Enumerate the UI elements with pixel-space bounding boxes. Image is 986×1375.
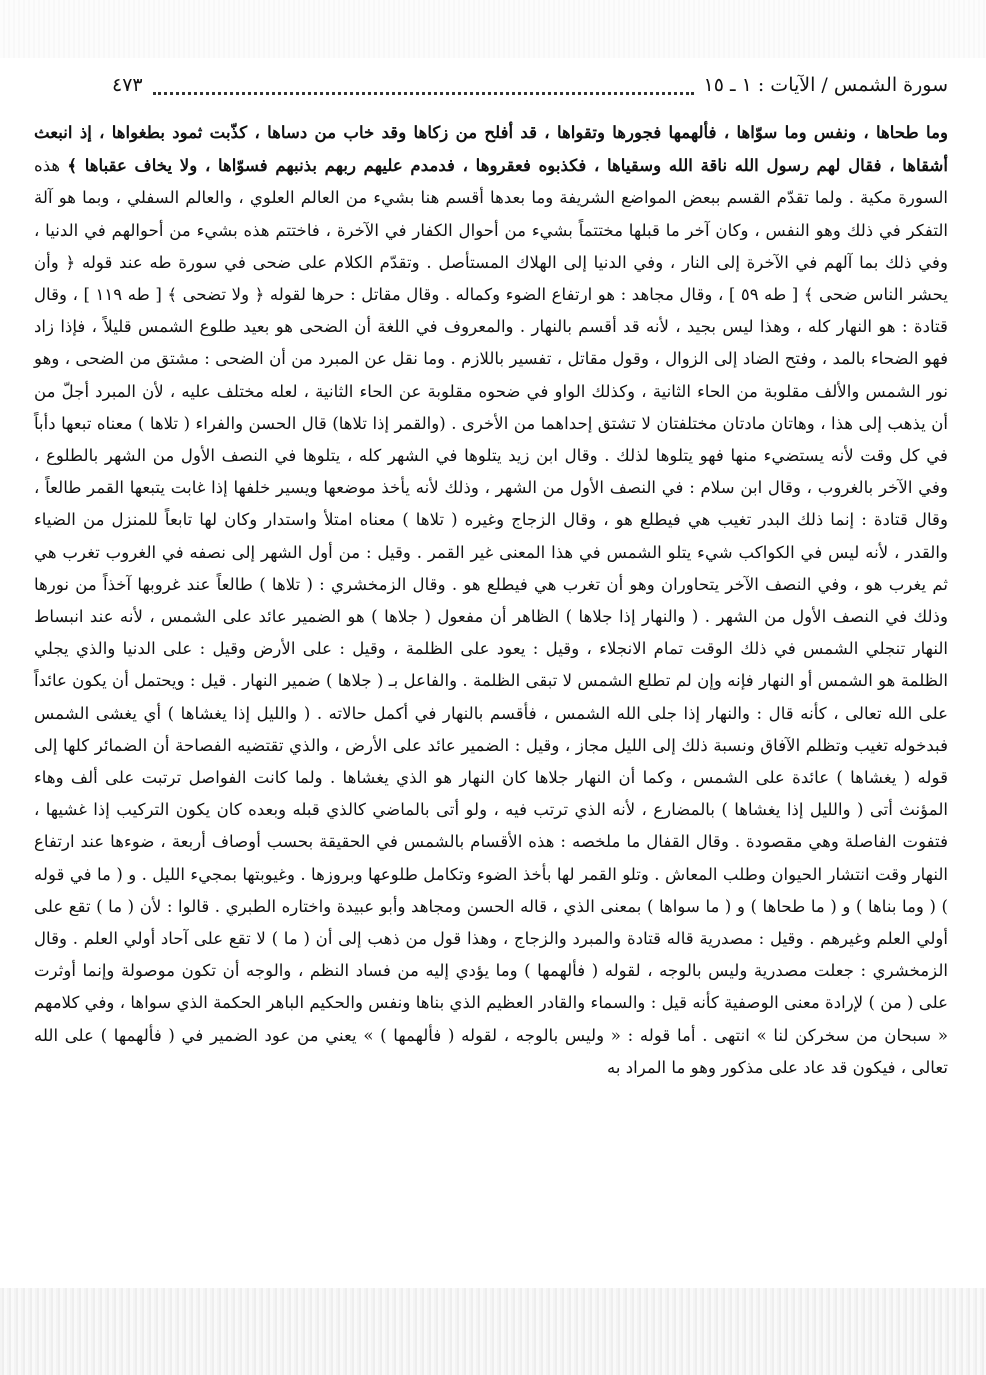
tafsir-paragraph [34,116,948,1084]
surah-title: سورة الشمس / الآيات : ١ ـ ١٥ [703,74,948,96]
page-header [112,68,948,102]
page-number: ٤٧٣ [112,74,143,96]
page-body [34,116,948,1084]
quran-verses: وما طحاها ، ونفس وما سوّاها ، فألهمها فجورها وتقواها ، قد أفلح من زكاها وقد خاب من دساها ، كذّبت ثمود بطغواها ، إذ انبعث أشقاها ، فقال لهم رسول الله ناقة الله وسقياها ، فكذبوه فعقروها ، فدمدم عليهم ربهم بذنبهم فسوّاها ، ولا يخاف عقباها ﴾ [34,122,948,176]
header-dot-leader [153,88,694,95]
scan-noise-bottom [0,1288,986,1375]
commentary-text: هذه السورة مكية . ولما تقدّم القسم ببعض المواضع الشريفة وما بعدها أقسم هنا بشيء من العالم العلوي ، والعالم السفلي ، وبما هو آلة التفكر في ذلك وهو النفس ، وكان آخر ما قبلها مختتماً بشيء من أحوال الكفار في الآخرة ، فاختتم هذه بشيء من أحوالهم في الدنيا ، وفي ذلك بما آلهم في الآخرة إلى النار ، وفي الدنيا إلى الهلاك المستأصل . وتقدّم الكلام على ضحى في سورة طه عند قوله ﴿ وأن يحشر الناس ضحى ﴾ [ طه ٥٩ ] ، وقال مجاهد : هو ارتفاع الضوء وكماله . وقال مقاتل : حرها لقوله ﴿ ولا تضحى ﴾ [ طه ١١٩ ] ، وقال قتادة : هو النهار كله ، وهذا ليس بجيد ، لأنه قد أقسم بالنهار . والمعروف في اللغة أن الضحى هو بعيد طلوع الشمس قليلاً ، فإذا زاد فهو الضحاء بالمد ، وفتح الضاد إلى الزوال ، وقول مقاتل ، تفسير باللازم . وما نقل عن المبرد من أن الضحى : مشتق من الضحى ، وهو نور الشمس والألف مقلوبة من الحاء الثانية ، وكذلك الواو في ضحوه مقلوبة عن الحاء الثانية ، لعله مختلف عليه ، لأن المبرد أجلّ من أن يذهب إلى هذا ، وهاتان مادتان مختلفتان لا تشتق إحداهما من الأخرى . (والقمر إذا تلاها) قال الحسن والفراء ( تلاها ) معناه تبعها دأباً في كل وقت لأنه يستضيء منها فهو يتلوها لذلك . وقال ابن زيد يتلوها في الشهر كله ، يتلوها في النصف الأول من الشهر بالطلوع ، وفي الآخر بالغروب ، وقال ابن سلام : في النصف الأول من الشهر ، وذلك لأنه يأخذ موضعها ويسير خلفها إذا غابت يتبعها القمر طالعاً ، وقال قتادة : إنما ذلك البدر تغيب هي فيطلع هو ، وقال الزجاج وغيره ( تلاها ) معناه امتلأ واستدار وكان لها تابعاً للمنزل من الضياء والقدر ، لأنه ليس في الكواكب شيء يتلو الشمس في هذا المعنى غير القمر . وقيل : من أول الشهر إلى نصفه في الغروب تغرب هي ثم يغرب هو ، وفي النصف الآخر يتحاوران وهو أن تغرب هي فيطلع هو . وقال الزمخشري : ( تلاها ) طالعاً عند غروبها آخذاً من نورها وذلك في النصف الأول من الشهر . ( والنهار إذا جلاها ) الظاهر أن مفعول ( جلاها ) هو الضمير عائد على الشمس ، لأنه عند انبساط النهار تنجلي الشمس في ذلك الوقت تمام الانجلاء ، وقيل : يعود على الظلمة ، وقيل : على الأرض وقيل : على الدنيا والذي يجلي الظلمة هو الشمس أو النهار فإنه وإن لم تطلع الشمس لا تبقى الظلمة . والفاعل بـ ( جلاها ) ضمير النهار . قيل : ويحتمل أن يكون عائداً على الله تعالى ، كأنه قال : والنهار إذا جلى الله الشمس ، فأقسم بالنهار في أكمل حالاته . ( والليل إذا يغشاها ) أي يغشى الشمس فبدخوله تغيب وتظلم الآفاق ونسبة ذلك إلى الليل مجاز ، وقيل : الضمير عائد على الأرض ، والذي تقتضيه الفصاحة أن الضمائر كلها إلى قوله ( يغشاها ) عائدة على الشمس ، وكما أن النهار جلاها كان النهار هو الذي يغشاها . ولما كانت الفواصل ترتبت على ألف وهاء المؤنث أتى ( والليل إذا يغشاها ) بالمضارع ، لأنه الذي ترتب فيه ، ولو أتى بالماضي كالذي قبله وبعده كان يكون التركيب إذا غشيها ، فتفوت الفاصلة وهي مقصودة . وقال القفال ما ملخصه : هذه الأقسام بالشمس في الحقيقة بحسب أوصاف أربعة ، ضوءها عند ارتفاع النهار وقت انتشار الحيوان وطلب المعاش . وتلو القمر لها بأخذ الضوء وتكامل طلوعها وبروزها . وغيوبتها بمجيء الليل . و ( ما في قوله ) ( وما بناها ) و ( ما طحاها ) و ( ما سواها ) بمعنى الذي ، قاله الحسن ومجاهد وأبو عبيدة واختاره الطبري . قالوا : لأن ( ما ) تقع على أولي العلم وغيرهم . وقيل : مصدرية قاله قتادة والمبرد والزجاج ، وهذا قول من ذهب إلى أن ( ما ) لا تقع على آحاد أولي العلم . وقال الزمخشري : جعلت مصدرية وليس بالوجه ، لقوله ( فألهمها ) وما يؤدي إليه من فساد النظم ، والوجه أن تكون موصولة وإنما أوثرت على ( من ) لإرادة معنى الوصفية كأنه قيل : والسماء والقادر العظيم الذي بناها ونفس والحكيم الباهر الحكمة الذي سواها ، وفي كلامهم « سبحان من سخركن لنا » انتهى . أما قوله : « وليس بالوجه ، لقوله ( فألهمها ) » يعني من عود الضمير في ( فألهمها ) على الله تعالى ، فيكون قد عاد على مذكور وهو ما المراد به [34,156,948,1077]
scan-noise-top [0,0,986,58]
